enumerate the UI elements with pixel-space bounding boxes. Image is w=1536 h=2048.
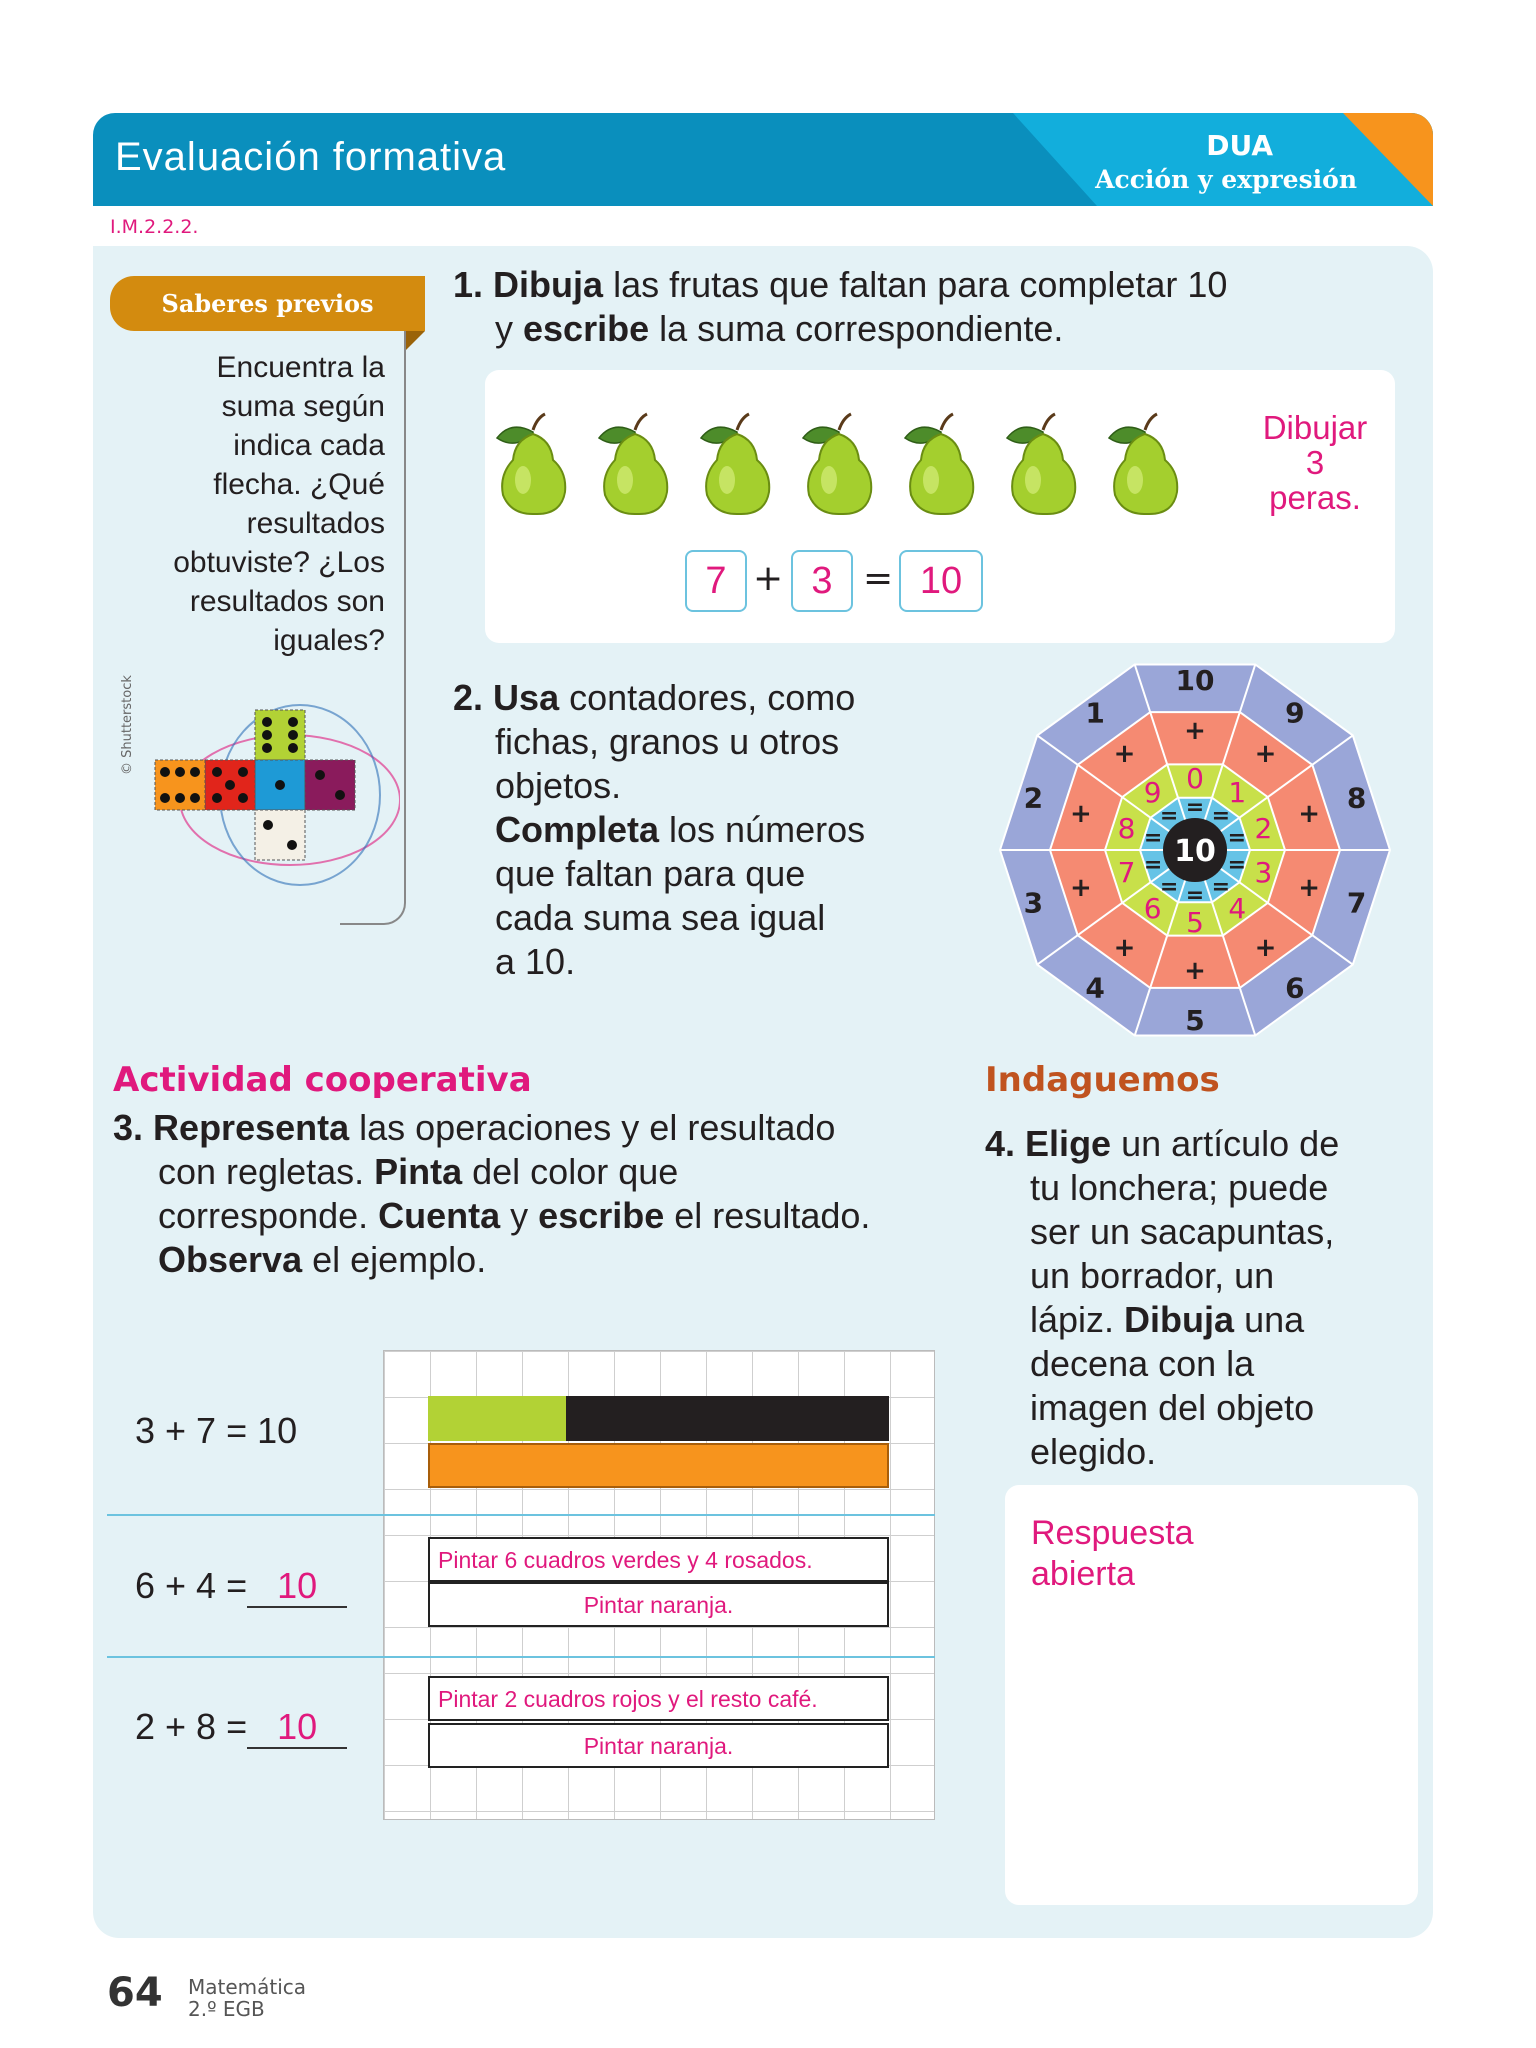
sum-addend-b[interactable]: 3 — [791, 550, 853, 612]
q2-instruction — [453, 676, 953, 984]
pear-icon — [901, 410, 981, 520]
wheel-outer-number: 1 — [1085, 696, 1105, 730]
q2-line: que faltan para que — [495, 853, 806, 894]
open-answer — [1031, 1513, 1194, 1595]
operation-2-plus-8 — [135, 1706, 347, 1749]
saberes-line: indica cada — [233, 429, 385, 462]
q1-text-2b: la suma correspondiente. — [649, 308, 1064, 349]
sum-wheel — [995, 660, 1395, 1060]
wheel-equals-sign: = — [1211, 803, 1231, 829]
indaguemos-title: Indaguemos — [985, 1060, 1220, 1100]
footer-subject — [188, 1976, 306, 2020]
wheel-outer-number: 8 — [1346, 781, 1367, 815]
wheel-plus-sign: + — [1254, 933, 1277, 964]
operation-6-plus-4 — [135, 1565, 347, 1608]
q2-verb-completa: Completa — [495, 809, 660, 850]
q3-text-2a: con regletas. — [158, 1151, 375, 1192]
wheel-equals-sign: = — [1227, 852, 1247, 878]
q3-verb-cuenta: Cuenta — [378, 1195, 501, 1236]
q2-number: 2. — [453, 677, 484, 718]
photo-credit: © Shutterstock — [120, 675, 135, 775]
q3-verb-observa: Observa — [158, 1239, 303, 1280]
q4-verb-dibuja: Dibuja — [1124, 1299, 1235, 1340]
q4-line: ser un sacapuntas, — [1030, 1211, 1335, 1252]
wheel-equals-sign: = — [1211, 874, 1231, 900]
q4-line: elegido. — [1030, 1431, 1157, 1472]
saberes-line: resultados son — [189, 585, 385, 618]
wheel-equals-sign: = — [1159, 874, 1179, 900]
saberes-previos-label: Saberes previos — [161, 289, 374, 318]
wheel-inner-number: 5 — [1186, 906, 1204, 939]
sum-plus: + — [753, 558, 784, 599]
operation-expr: 6 + 4 = — [135, 1565, 248, 1606]
drawing-answer-box[interactable] — [1005, 1485, 1418, 1905]
q4-text-5b: una — [1234, 1299, 1305, 1340]
bar-bottom-note[interactable]: Pintar naranja. — [428, 1582, 889, 1627]
pear-icon — [1003, 410, 1083, 520]
q1-note-line: peras. — [1269, 479, 1361, 516]
q1-note-line: 3 — [1305, 444, 1325, 481]
sum-equals: = — [863, 558, 894, 599]
saberes-line: resultados — [246, 507, 385, 540]
q3-verb-escribe: escribe — [538, 1195, 665, 1236]
q4-verb-elige: Elige — [1025, 1123, 1112, 1164]
dua-subtitle: Acción y expresión — [1095, 165, 1357, 194]
wheel-outer-number: 6 — [1285, 971, 1305, 1005]
q4-instruction — [985, 1122, 1405, 1474]
dice-net-illustration — [150, 700, 400, 900]
operation-expr: 2 + 8 = — [135, 1706, 248, 1747]
wheel-equals-sign: = — [1143, 825, 1163, 851]
pear-icon — [1105, 410, 1185, 520]
bar-top-note[interactable]: Pintar 6 cuadros verdes y 4 rosados. — [428, 1537, 889, 1582]
page-title: Evaluación formativa — [115, 135, 507, 179]
q1-answer-note — [1250, 410, 1380, 515]
q2-text-1: contadores, como — [559, 677, 856, 718]
wheel-outer-number: 4 — [1085, 971, 1105, 1005]
wheel-inner-number: 4 — [1228, 892, 1247, 926]
saberes-line: suma según — [221, 390, 385, 423]
dua-title: DUA — [1206, 129, 1273, 162]
open-answer-line: abierta — [1031, 1555, 1135, 1593]
wheel-inner-number: 1 — [1228, 775, 1247, 809]
q2-line: a 10. — [495, 941, 576, 982]
wheel-inner-number: 9 — [1143, 775, 1162, 809]
q4-text-5a: lápiz. — [1030, 1299, 1125, 1340]
pear-icon — [493, 410, 573, 520]
q1-verb-dibuja: Dibuja — [493, 264, 604, 305]
example-operation: 3 + 7 = 10 — [135, 1410, 298, 1451]
q3-verb-pinta: Pinta — [374, 1151, 463, 1192]
q3-text-3c: el resultado. — [664, 1195, 871, 1236]
q1-number: 1. — [453, 264, 484, 305]
wheel-equals-sign: = — [1185, 795, 1205, 820]
q1-text-1: las frutas que faltan para completar 10 — [603, 264, 1228, 305]
bar-top-note[interactable]: Pintar 2 cuadros rojos y el resto café. — [428, 1676, 889, 1721]
q2-line: fichas, granos u otros — [495, 721, 840, 762]
sum-addend-a[interactable]: 7 — [685, 550, 747, 612]
wheel-outer-number: 5 — [1185, 1004, 1205, 1037]
wheel-inner-number: 0 — [1186, 762, 1204, 795]
q3-instruction — [113, 1106, 973, 1282]
q4-line: un borrador, un — [1030, 1255, 1275, 1296]
wheel-plus-sign: + — [1254, 738, 1277, 769]
sum-result[interactable]: 10 — [899, 550, 983, 612]
pear-icon — [799, 410, 879, 520]
q3-text-4: el ejemplo. — [302, 1239, 487, 1280]
q2-line: cada suma sea igual — [495, 897, 826, 938]
wheel-outer-number: 2 — [1023, 781, 1044, 815]
wheel-center-value: 10 — [1174, 834, 1216, 869]
saberes-line: Encuentra la — [216, 351, 385, 384]
wheel-plus-sign: + — [1184, 716, 1206, 746]
saberes-tab-fold — [405, 331, 425, 351]
wheel-equals-sign: = — [1143, 852, 1163, 878]
q3-text-2b: del color que — [462, 1151, 679, 1192]
wheel-equals-sign: = — [1159, 803, 1179, 829]
wheel-plus-sign: + — [1069, 873, 1092, 904]
wheel-outer-number: 3 — [1023, 886, 1044, 920]
row-divider — [107, 1514, 935, 1516]
q1-instruction — [453, 263, 1403, 351]
wheel-plus-sign: + — [1298, 873, 1321, 904]
q4-line: decena con la — [1030, 1343, 1255, 1384]
bar-bottom-note[interactable]: Pintar naranja. — [428, 1723, 889, 1768]
q3-text-3a: corresponde. — [158, 1195, 379, 1236]
wheel-inner-number: 8 — [1117, 811, 1136, 845]
regleta-orange — [428, 1443, 889, 1488]
saberes-line: iguales? — [273, 624, 385, 657]
wheel-plus-sign: + — [1113, 738, 1136, 769]
wheel-inner-number: 6 — [1143, 892, 1162, 926]
saberes-previos-text — [140, 348, 385, 660]
page-number: 64 — [107, 1970, 163, 2016]
regleta-green — [428, 1396, 566, 1441]
wheel-outer-number: 10 — [1175, 664, 1215, 697]
saberes-line: flecha. ¿Qué — [213, 468, 385, 501]
indicator-code: I.M.2.2.2. — [110, 216, 199, 238]
wheel-inner-number: 7 — [1117, 856, 1136, 890]
regleta-black — [566, 1396, 889, 1441]
q2-text-2: los números — [659, 809, 866, 850]
q2-line: objetos. — [495, 765, 622, 806]
wheel-equals-sign: = — [1185, 883, 1205, 908]
wheel-plus-sign: + — [1069, 798, 1092, 829]
saberes-line: obtuviste? ¿Los — [173, 546, 385, 579]
wheel-plus-sign: + — [1184, 956, 1206, 986]
wheel-plus-sign: + — [1298, 798, 1321, 829]
pear-activity-box — [485, 370, 1395, 643]
actividad-cooperativa-title: Actividad cooperativa — [113, 1060, 532, 1100]
q3-number: 3. — [113, 1107, 144, 1148]
header-bar — [93, 113, 1433, 206]
operation-answer[interactable]: 10 — [247, 1568, 347, 1608]
q3-text-1: las operaciones y el resultado — [349, 1107, 836, 1148]
q3-text-3b: y — [500, 1195, 539, 1236]
wheel-inner-number: 2 — [1254, 811, 1273, 845]
q4-line: imagen del objeto — [1030, 1387, 1315, 1428]
operation-answer[interactable]: 10 — [247, 1709, 347, 1749]
saberes-previos-tab — [110, 276, 425, 331]
q4-line: tu lonchera; puede — [1030, 1167, 1329, 1208]
grade-level: 2.º EGB — [188, 1997, 265, 2021]
open-answer-line: Respuesta — [1031, 1514, 1194, 1552]
wheel-inner-number: 3 — [1254, 856, 1273, 890]
q1-verb-escribe: escribe — [523, 308, 650, 349]
pear-icon — [697, 410, 777, 520]
wheel-equals-sign: = — [1227, 825, 1247, 851]
wheel-outer-number: 7 — [1346, 886, 1367, 920]
pear-icon — [595, 410, 675, 520]
q1-note-line: Dibujar — [1262, 409, 1368, 446]
subject-name: Matemática — [188, 1975, 307, 1999]
wheel-plus-sign: + — [1113, 933, 1136, 964]
q2-verb-usa: Usa — [493, 677, 560, 718]
q1-text-2a: y — [495, 308, 524, 349]
q4-number: 4. — [985, 1123, 1016, 1164]
wheel-outer-number: 9 — [1285, 696, 1305, 730]
q4-text-1: un artículo de — [1111, 1123, 1340, 1164]
row-divider — [107, 1656, 935, 1658]
q3-verb-representa: Representa — [153, 1107, 350, 1148]
